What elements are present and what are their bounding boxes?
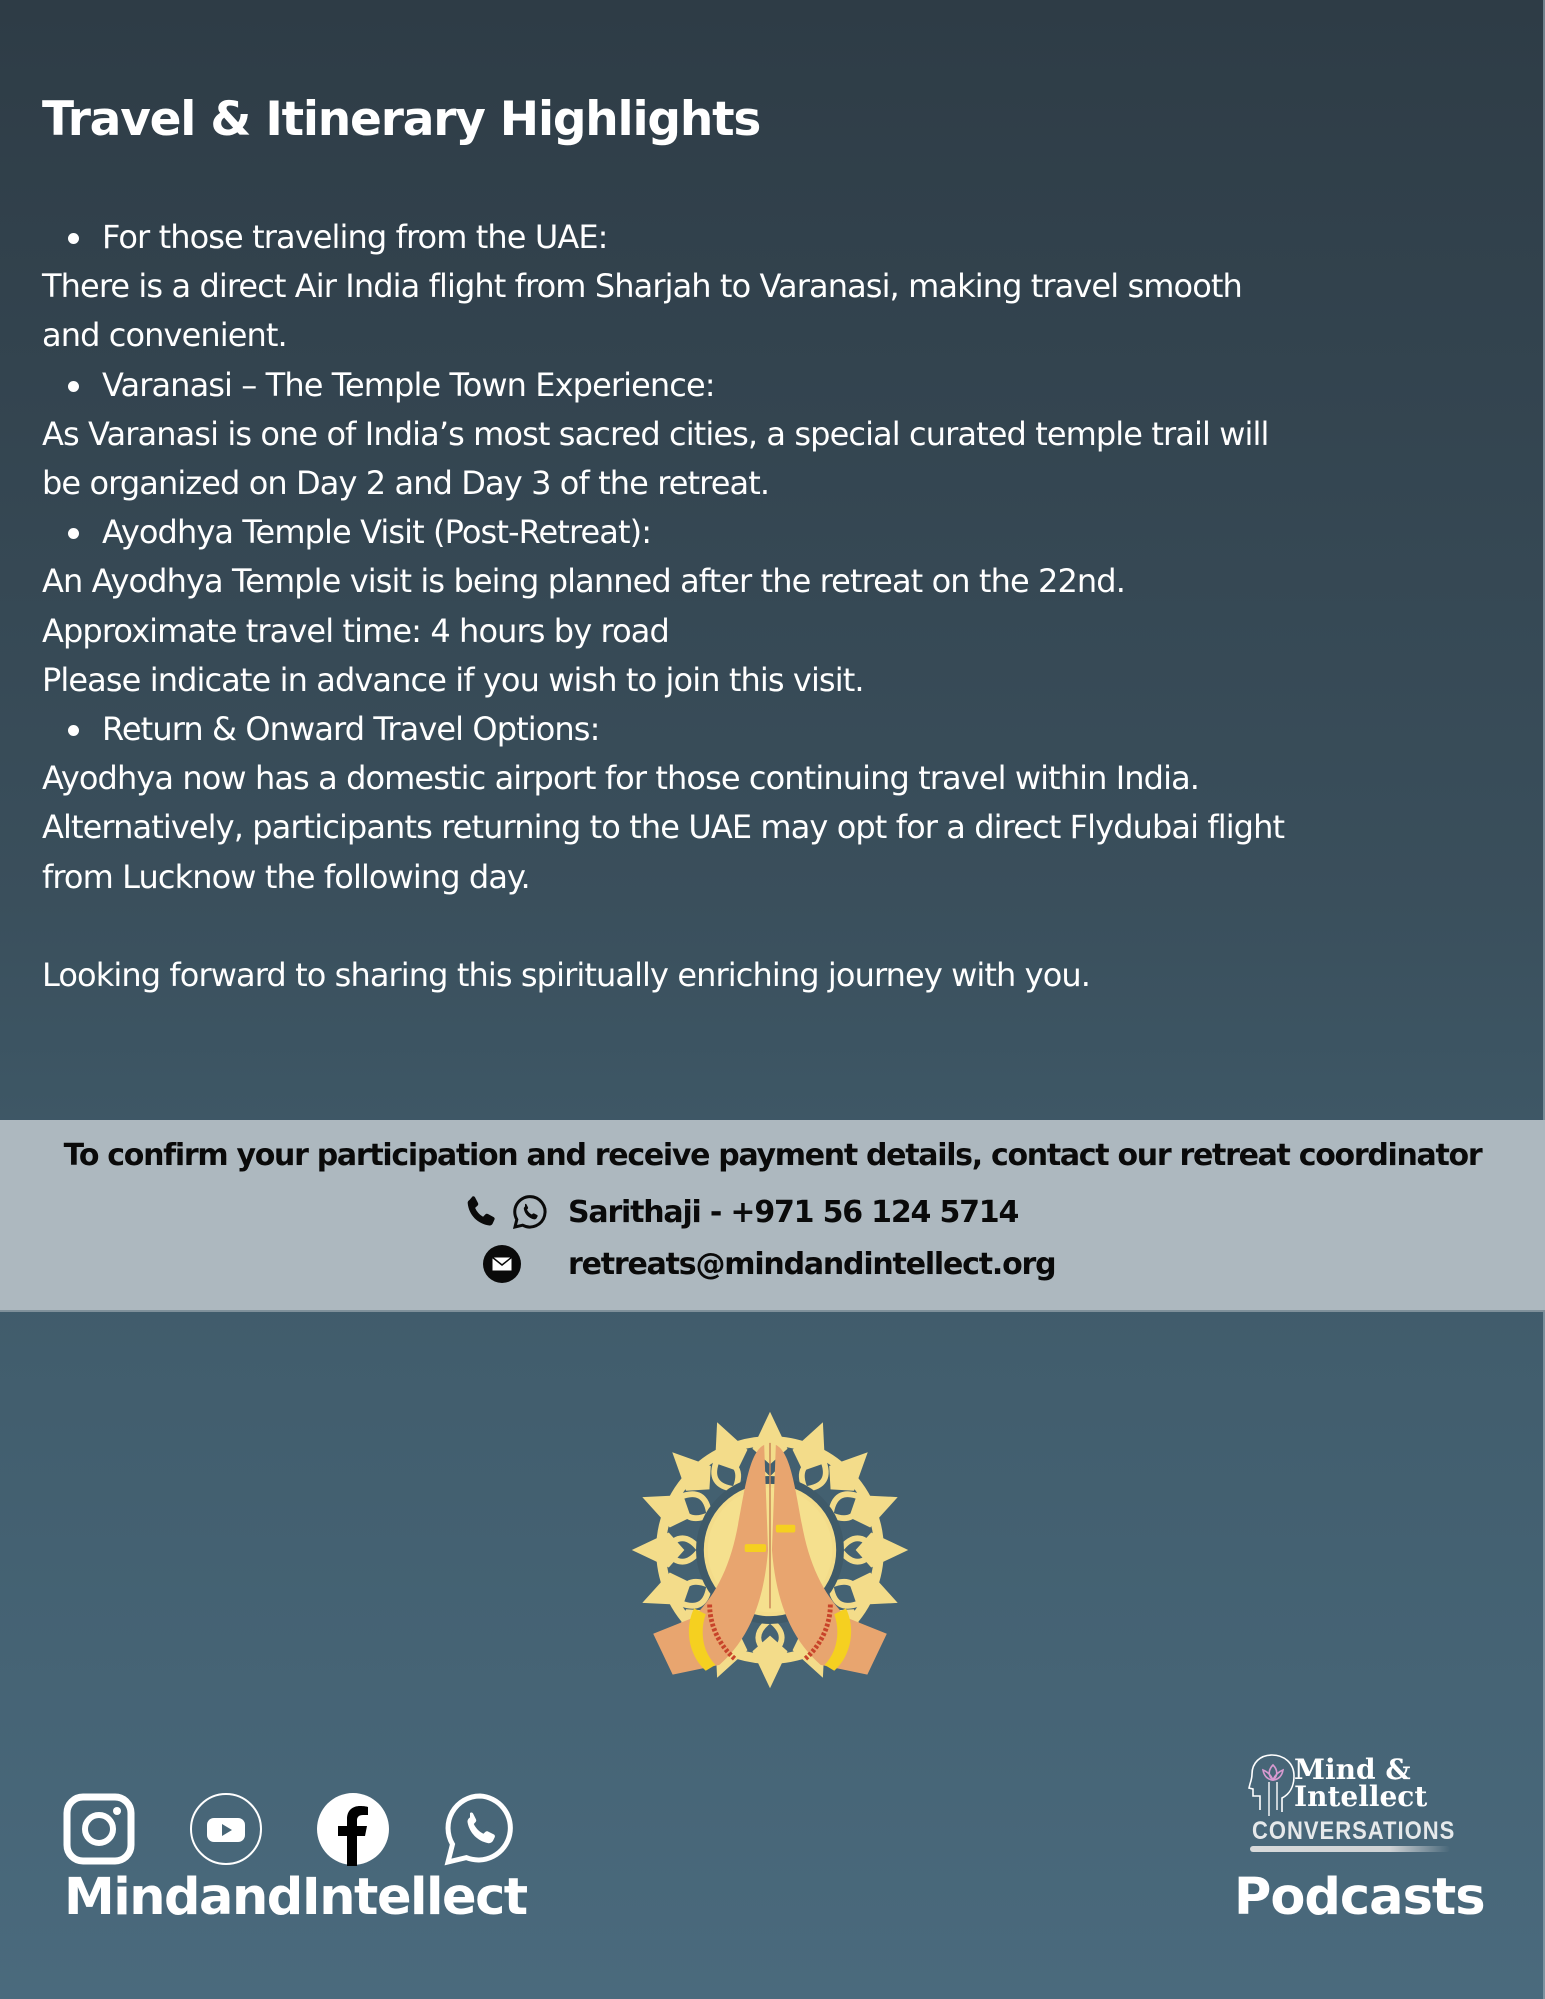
bullet-heading: Varanasi – The Temple Town Experience: (102, 365, 715, 404)
logo-title-line2: Intellect (1294, 1780, 1428, 1813)
list-item-bullet (42, 361, 1522, 410)
podcasts-label[interactable]: Podcasts (1234, 1868, 1485, 1927)
contact-heading: To confirm your participation and receive payment details, contact our retreat coordinator (63, 1138, 1482, 1173)
paragraph-line: Ayodhya now has a domestic airport for those continuing travel within India. (42, 759, 1200, 798)
bullet-heading: For those traveling from the UAE: (102, 218, 608, 256)
list-item-bullet (42, 705, 1522, 754)
phone-number[interactable]: Sarithaji - +971 56 124 5714 (568, 1194, 1019, 1230)
bullet-icon (68, 233, 79, 244)
paragraph-line: and convenient. (42, 316, 287, 355)
social-links (62, 1792, 570, 1866)
youtube-icon[interactable] (189, 1792, 263, 1866)
list-item-bullet (42, 508, 1522, 557)
brand-handle[interactable]: MindandIntellect (64, 1868, 527, 1927)
page-title: Travel & Itinerary Highlights (42, 92, 761, 147)
spacer (42, 902, 1522, 951)
email-contact[interactable] (482, 1242, 1055, 1286)
bullet-icon (68, 528, 79, 539)
instagram-icon[interactable] (62, 1792, 136, 1866)
podcast-logo[interactable] (1248, 1752, 1458, 1862)
paragraph-line: Please indicate in advance if you wish to join this visit. (42, 660, 864, 699)
brush-stroke (1250, 1846, 1450, 1852)
whatsapp-icon[interactable] (443, 1792, 517, 1866)
email-address[interactable]: retreats@mindandintellect.org (568, 1246, 1056, 1282)
paragraph-line: As Varanasi is one of India’s most sacred cities, a special curated temple trail will (42, 414, 1269, 453)
whatsapp-icon (510, 1192, 550, 1232)
paragraph-line: Alternatively, participants returning to the UAE may opt for a direct Flydubai flight (42, 808, 1285, 847)
logo-subtitle: CONVERSATIONS (1252, 1816, 1456, 1845)
paragraph-line: There is a direct Air India flight from Sharjah to Varanasi, making travel smooth (42, 267, 1242, 306)
itinerary-body (42, 213, 1522, 1000)
phone-icon (462, 1193, 500, 1231)
logo-title (1294, 1753, 1428, 1813)
paragraph-line: from Lucknow the following day. (42, 857, 530, 896)
head-lotus-icon (1248, 1752, 1298, 1818)
logo-title-line1: Mind & (1294, 1753, 1411, 1786)
bullet-heading: Ayodhya Temple Visit (Post-Retreat): (102, 513, 652, 552)
paragraph-line: Approximate travel time: 4 hours by road (42, 611, 669, 650)
paragraph-line: be organized on Day 2 and Day 3 of the retreat. (42, 464, 770, 503)
bullet-icon (68, 381, 79, 392)
email-icon (482, 1244, 522, 1284)
phone-contact[interactable] (462, 1190, 1018, 1234)
contact-band (0, 1120, 1545, 1312)
bullet-heading: Return & Onward Travel Options: (102, 710, 600, 749)
bullet-icon (68, 725, 79, 736)
list-item-bullet (42, 213, 1522, 262)
facebook-icon[interactable] (316, 1792, 390, 1866)
paragraph-line: An Ayodhya Temple visit is being planned after the retreat on the 22nd. (42, 562, 1125, 601)
closing-line: Looking forward to sharing this spiritually enriching journey with you. (42, 956, 1091, 995)
namaste-illustration (624, 1404, 916, 1696)
